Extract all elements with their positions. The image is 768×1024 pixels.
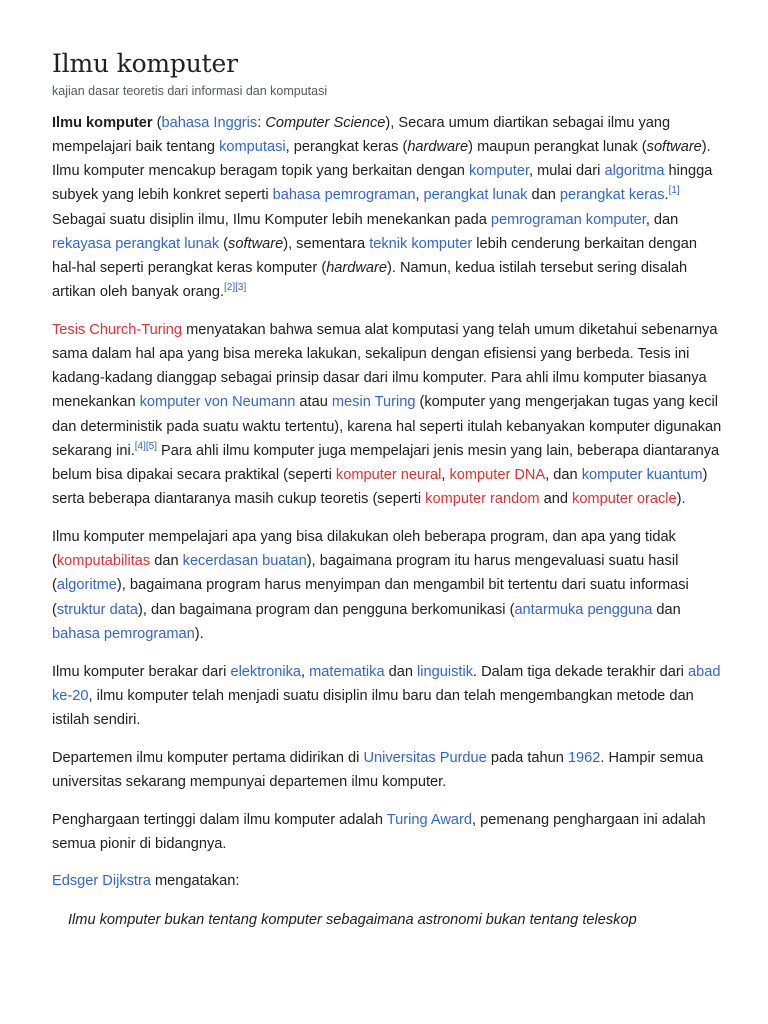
paragraph-topics bbox=[52, 525, 722, 646]
quote: Ilmu komputer bukan tentang komputer sebagaimana astronomi bukan tentang teleskop bbox=[68, 911, 637, 928]
link-rekayasa-perangkat-lunak[interactable]: rekayasa perangkat lunak bbox=[52, 235, 220, 252]
text: ) serta beberapa diantaranya masih cukup teoretis (seperti bbox=[52, 467, 708, 508]
link-matematika[interactable]: matematika bbox=[309, 663, 385, 680]
text: ), dan bagaimana program dan pengguna berkomunikasi ( bbox=[138, 601, 515, 618]
link-pemrograman-komputer[interactable]: pemrograman komputer bbox=[490, 211, 646, 228]
text: Para ahli ilmu komputer juga mempelajari jenis mesin yang lain, beberapa diantaranya belum bisa dipakai secara praktikal (seperti bbox=[52, 442, 720, 484]
text: ), bagaimana program itu harus mengevaluasi suatu hasil ( bbox=[52, 553, 679, 594]
italic-term: hardware bbox=[407, 138, 469, 155]
redlink-tesis-church-turing[interactable]: Tesis Church-Turing bbox=[52, 321, 183, 338]
text: , perangkat keras ( bbox=[285, 138, 408, 155]
link-algoritma[interactable]: algoritma bbox=[604, 163, 665, 180]
paragraph-intro bbox=[52, 111, 722, 305]
text: hingga subyek yang lebih konkret seperti bbox=[52, 163, 713, 204]
text: . bbox=[664, 187, 669, 204]
text: lebih cenderung berkaitan dengan hal-hal seperti perangkat keras komputer ( bbox=[52, 235, 697, 276]
text: and bbox=[539, 491, 573, 508]
text: ) maupun perangkat lunak ( bbox=[468, 138, 647, 155]
link-komputasi[interactable]: komputasi bbox=[219, 138, 286, 155]
link-bahasa-inggris[interactable]: bahasa Inggris bbox=[161, 114, 258, 131]
italic-term: hardware bbox=[326, 259, 388, 276]
text: ). Ilmu komputer mencakup beragam topik yang berkaitan dengan bbox=[52, 138, 711, 180]
text: dan bbox=[150, 553, 183, 570]
italic-term: software bbox=[228, 235, 284, 252]
link-universitas-purdue[interactable]: Universitas Purdue bbox=[363, 749, 487, 766]
link-algoritme[interactable]: algoritme bbox=[56, 577, 117, 594]
text: . Dalam tiga dekade terakhir dari bbox=[473, 663, 688, 680]
text: ), sementara bbox=[283, 235, 370, 252]
article bbox=[52, 48, 722, 932]
link-komputer[interactable]: komputer bbox=[468, 163, 530, 180]
text: ( bbox=[219, 235, 229, 252]
link-struktur-data[interactable]: struktur data bbox=[56, 601, 138, 618]
text: dan bbox=[384, 663, 418, 680]
redlink-komputer-oracle[interactable]: komputer oracle bbox=[572, 491, 677, 508]
text: dan bbox=[652, 601, 681, 618]
text: , dan bbox=[545, 467, 582, 484]
reference-link[interactable]: [2][3] bbox=[224, 282, 247, 294]
link-1962[interactable]: 1962 bbox=[567, 749, 601, 766]
term-bold: Ilmu komputer bbox=[52, 114, 153, 131]
link-bahasa-pemrograman[interactable]: bahasa pemrograman bbox=[52, 625, 195, 642]
link-antarmuka-pengguna[interactable]: antarmuka pengguna bbox=[514, 601, 653, 618]
italic-term: Computer Science bbox=[265, 114, 386, 131]
reference-link[interactable]: [4][5] bbox=[134, 441, 157, 453]
paragraph-dijkstra bbox=[52, 869, 722, 893]
text: Ilmu komputer mempelajari apa yang bisa dilakukan oleh beberapa program, dan apa yang tidak ( bbox=[52, 529, 676, 570]
link-edsger-dijkstra[interactable]: Edsger Dijkstra bbox=[52, 873, 151, 890]
link-abad-ke-20[interactable]: abad ke-20 bbox=[52, 663, 721, 704]
text: Departemen ilmu komputer pertama didirikan di bbox=[52, 749, 364, 766]
paragraph-church-turing bbox=[52, 318, 722, 512]
link-teknik-komputer[interactable]: teknik komputer bbox=[369, 235, 473, 252]
text: Sebagai suatu disiplin ilmu, Ilmu Komputer lebih menekankan pada bbox=[52, 211, 491, 228]
text: , bbox=[441, 467, 450, 484]
link-perangkat-lunak[interactable]: perangkat lunak bbox=[423, 187, 528, 204]
text: , bbox=[415, 187, 424, 204]
link-linguistik[interactable]: linguistik bbox=[417, 663, 474, 680]
text: (komputer yang mengerjakan tugas yang kecil dan deterministik pada suatu waktu tertentu), karena hal seperti itulah kebanyakan komputer digunakan sekarang ini. bbox=[52, 394, 722, 459]
link-elektronika[interactable]: elektronika bbox=[230, 663, 302, 680]
text: mengatakan: bbox=[150, 873, 240, 890]
page-subtitle: kajian dasar teoretis dari informasi dan komputasi bbox=[52, 83, 328, 98]
text: , ilmu komputer telah menjadi suatu disiplin ilmu baru dan telah mengembangkan metode dan istilah sendiri. bbox=[52, 687, 694, 728]
link-komputer-von-neumann[interactable]: komputer von Neumann bbox=[139, 394, 296, 411]
redlink-komputer-neural[interactable]: komputer neural bbox=[335, 467, 442, 484]
text: ). Namun, kedua istilah tersebut sering disalah artikan oleh banyak orang. bbox=[52, 259, 688, 301]
text: menyatakan bahwa semua alat komputasi yang telah umum diketahui sebenarnya sama dalam hal apa yang bisa mereka lakukan, sekalipun dengan efisiensi yang berbeda. Tesis ini kadang-kadang dianggap sebagai prinsip dasar dari ilmu komputer. Para ahli ilmu komputer biasanya menekankan bbox=[52, 321, 718, 411]
text: , bbox=[301, 663, 310, 680]
page-title: Ilmu komputer bbox=[52, 49, 238, 78]
text: , pemenang penghargaan ini adalah semua pionir di bidangnya. bbox=[52, 811, 706, 852]
link-bahasa-pemrograman[interactable]: bahasa pemrograman bbox=[272, 187, 416, 204]
text: Penghargaan tertinggi dalam ilmu komputer adalah bbox=[52, 811, 387, 828]
text: : bbox=[257, 114, 266, 131]
text: pada tahun bbox=[486, 749, 568, 766]
text: atau bbox=[295, 394, 332, 411]
link-kecerdasan-buatan[interactable]: kecerdasan buatan bbox=[182, 553, 307, 570]
reference-link[interactable]: [1] bbox=[668, 185, 680, 197]
text: , mulai dari bbox=[529, 163, 605, 180]
text: ). bbox=[194, 625, 204, 642]
paragraph-department bbox=[52, 746, 722, 794]
text: . Hampir semua universitas sekarang mempunyai departemen ilmu komputer. bbox=[52, 749, 704, 790]
text: ( bbox=[152, 114, 162, 131]
text: ). bbox=[676, 491, 686, 508]
link-turing-award[interactable]: Turing Award bbox=[386, 811, 472, 828]
link-mesin-turing[interactable]: mesin Turing bbox=[331, 394, 416, 411]
text: ), Secara umum diartikan sebagai ilmu yang mempelajari baik tentang bbox=[52, 114, 671, 155]
text: , dan bbox=[645, 211, 679, 228]
redlink-komputabilitas[interactable]: komputabilitas bbox=[56, 553, 151, 570]
paragraph-award bbox=[52, 808, 722, 856]
text: Ilmu komputer berakar dari bbox=[52, 663, 231, 680]
redlink-komputer-random[interactable]: komputer random bbox=[425, 491, 540, 508]
link-perangkat-keras[interactable]: perangkat keras bbox=[559, 187, 665, 204]
text: dan bbox=[527, 187, 560, 204]
text: ), bagaimana program harus menyimpan dan mengambil bit tertentu dari suatu informasi ( bbox=[52, 577, 689, 618]
redlink-komputer-dna[interactable]: komputer DNA bbox=[449, 467, 546, 484]
italic-term: software bbox=[646, 138, 702, 155]
paragraph-roots bbox=[52, 660, 722, 733]
link-komputer-kuantum[interactable]: komputer kuantum bbox=[581, 467, 703, 484]
